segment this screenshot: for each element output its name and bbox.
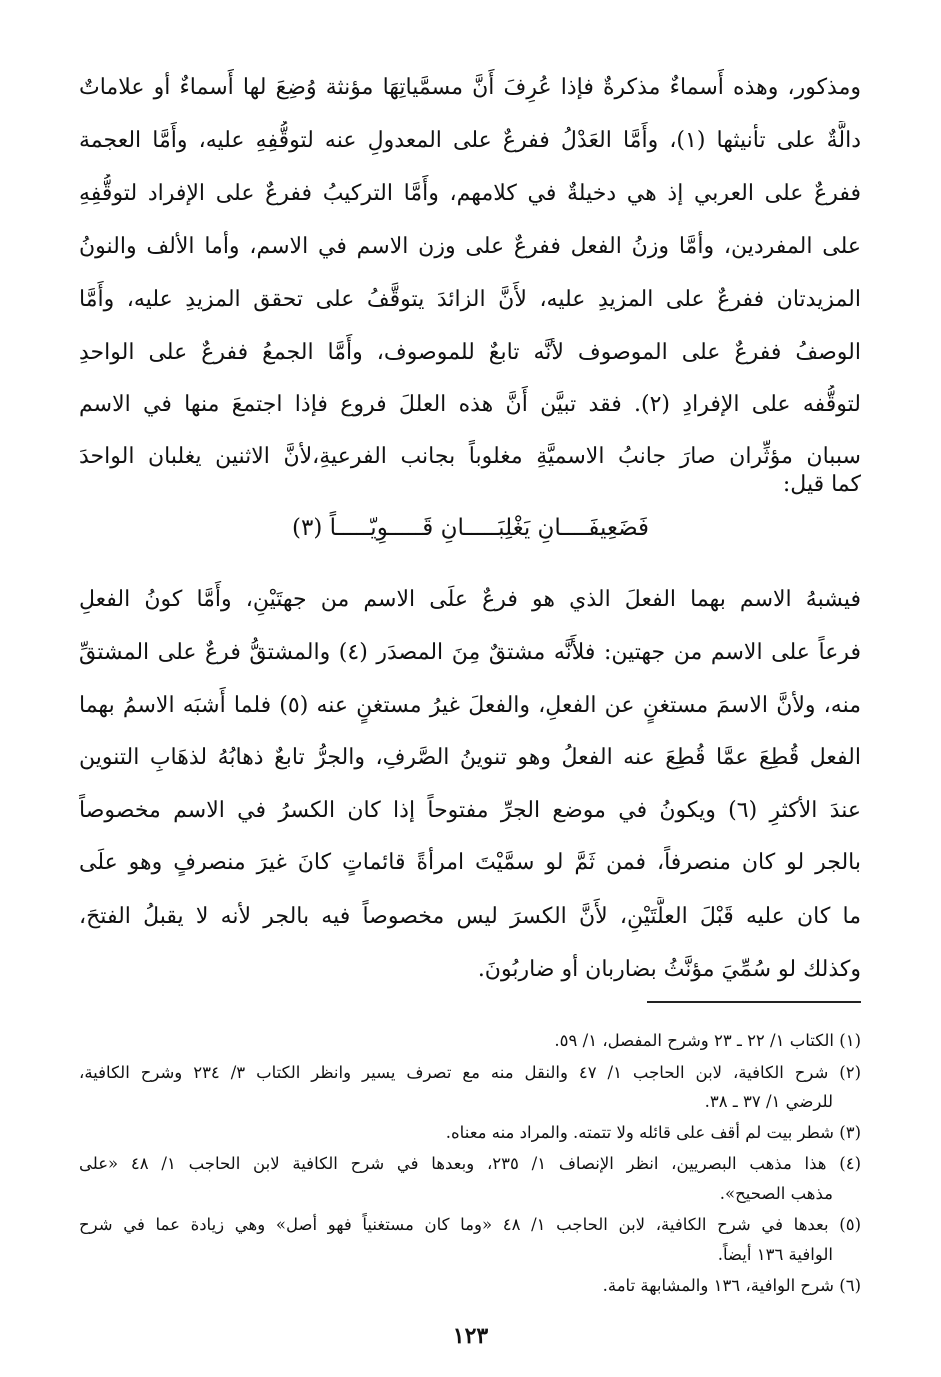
footnote-6: (٦) شرح الوافية، ١٣٦ والمشابهة تامة.	[602, 1276, 861, 1295]
footnote-4: (٤) هذا مذهب البصريين، انظر الإنصاف ١/ ٢٣٥، وبعدها في شرح الكافية لابن الحاجب ١/ ٤٨ «على	[79, 1154, 861, 1173]
footnote-4-cont: مذهب الصحيح».	[719, 1184, 833, 1203]
footnote-2-cont: للرضي ١/ ٣٧ ـ ٣٨.	[704, 1092, 833, 1111]
body-line: لتوقُّفه على الإفرادِ (٢). فقد تبيَّن أَنَّ هذه العللَ فروع فإذا اجتمعَ منها في الاسم	[79, 392, 861, 417]
footnote-divider	[647, 1001, 861, 1003]
body-line: فيشبهُ الاسم بهما الفعلَ الذي هو فرعٌ علَى الاسم من جهتَيْنِ، وأَمَّا كونُ الفعلِ	[79, 587, 861, 612]
body-line: على المفردين، وأمَّا وزنُ الفعل ففرعٌ على وزن الاسم في الاسم، وأما الألف والنونُ	[79, 234, 861, 259]
body-line: فرعاً على الاسم من جهتين: فلأَنَّه مشتقٌ مِنَ المصدَر (٤) والمشتقُّ فرعٌ على المشتقِّ	[79, 640, 861, 665]
footnote-5: (٥) بعدها في شرح الكافية، لابن الحاجب ١/ ٤٨ «وما كان مستغنياً فهو أصل» وهي زيادة عما في شرح	[79, 1215, 861, 1234]
verse-quote: فَضَعِيفَــــانِ يَغْلِبَـــــانِ قَـــــوِيّـــــاً (٣)	[291, 515, 650, 541]
footnote-1: (١) الكتاب ١/ ٢٢ ـ ٢٣ وشرح المفصل، ١/ ٥٩.	[554, 1031, 861, 1050]
body-line: ما كان عليه قَبْلَ العلَّتَيْنِ، لأَنَّ الكسرَ ليس مخصوصاً فيه بالجر لأنه لا يقبلُ الفتحَ،	[79, 904, 861, 929]
body-line-last: كما قيل:	[782, 472, 861, 497]
footnote-3: (٣) شطر بيت لم أقف على قائله ولا تتمته. والمراد منه معناه.	[445, 1123, 861, 1142]
body-line: منه، ولأنَّ الاسمَ مستغنٍ عن الفعلِ، والفعلَ غيرُ مستغنٍ عنه (٥) فلما أَشبَه الاسمُ بهما	[79, 693, 861, 718]
body-line-last: وكذلك لو سُمِّيَ مؤنَّثُ بضاربان أو ضاربُونَ.	[477, 957, 861, 982]
footnote-5-cont: الوافية ١٣٦ أيضاً.	[717, 1245, 833, 1264]
body-line: الفعل قُطِعَ عمَّا قُطِعَ عنه الفعلُ وهو تنوينُ الصَّرفِ، والجرُّ تابعٌ ذهابُهُ لذهَابِ التنوين	[79, 745, 861, 770]
body-line: عندَ الأكثرِ (٦) ويكونُ في موضع الجرِّ مفتوحاً إذا كان الكسرُ في الاسم مخصوصاً	[79, 798, 861, 823]
body-line: المزيدتان ففرعٌ على المزيدِ عليه، لأَنَّ الزائدَ يتوقَّفُ على تحقق المزيدِ عليه، وأَمَّا	[79, 287, 861, 312]
footnote-2: (٢) شرح الكافية، لابن الحاجب ١/ ٤٧ والنقل منه مع تصرف يسير وانظر الكتاب ٣/ ٢٣٤ وشرح الكافية،	[79, 1063, 861, 1082]
body-line: الوصفُ ففرعٌ على الموصوف لأنَّه تابعٌ للموصوف، وأَمَّا الجمعُ ففرعٌ على الواحدِ	[79, 340, 861, 365]
body-line: سببان مؤثِّران صارَ جانبُ الاسميَّةِ مغلوباً بجانب الفرعيةِ،لأنَّ الاثنين يغلبان الواحدَ	[79, 444, 861, 469]
body-line: ففرعٌ على العربي إذ هي دخيلةٌ في كلامهم، وأَمَّا التركيبُ ففرعٌ على الإفراد لتوقُّفِهِ	[79, 181, 861, 206]
body-line: بالجر لو كان منصرفاً، فمن ثَمَّ لو سمَّيْتَ امرأةً قائماتٍ كانَ غيرَ منصرفٍ وهو علَى	[79, 850, 861, 875]
body-line: دالَّةٌ على تأنيثها (١)، وأَمَّا العَدْلُ ففرعٌ على المعدولِ عنه لتوقُّفِهِ عليه، وأَمَّا العجمة	[79, 128, 861, 153]
page-number: ١٢٣	[452, 1323, 489, 1349]
body-line: ومذكور، وهذه أَسماءٌ مذكرةٌ فإذا عُرِفَ أَنَّ مسمَّياتِهَا مؤنثة وُضِعَ لها أَسماءٌ أو علاماتٌ	[79, 75, 861, 100]
